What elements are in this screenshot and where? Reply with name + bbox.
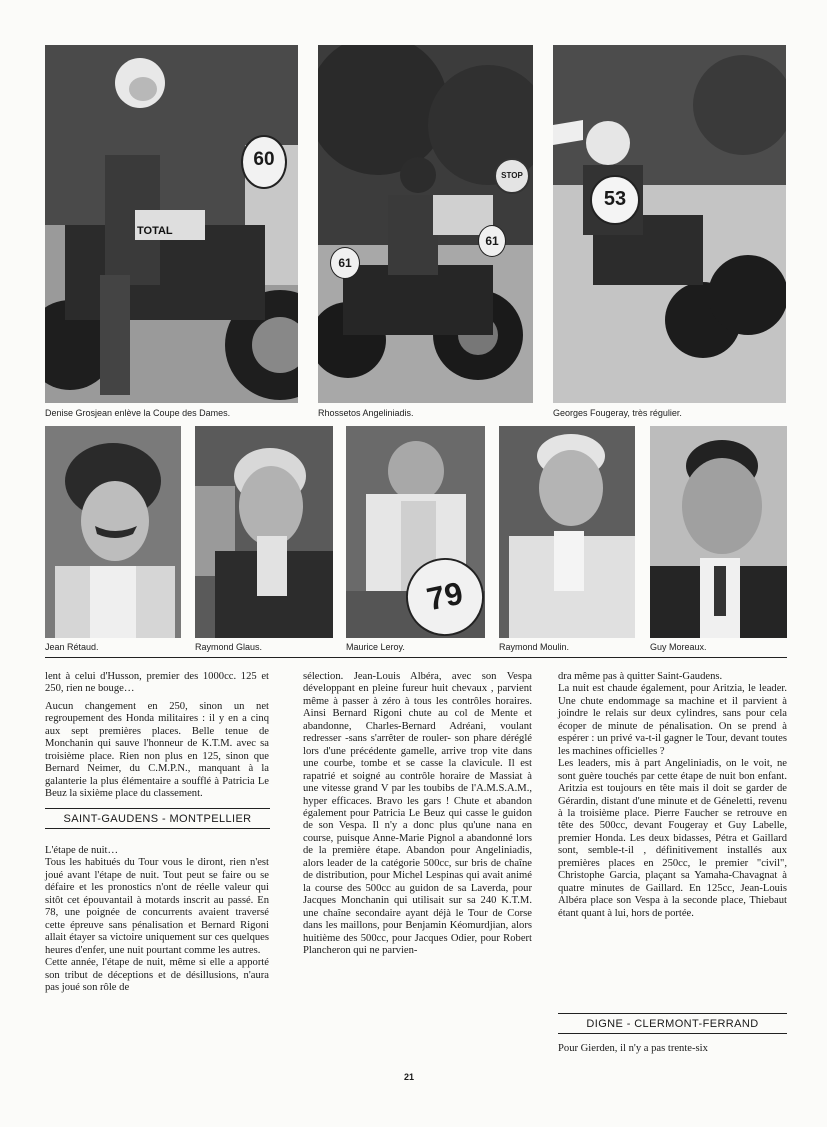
paragraph: Tous les habitués du Tour vous le diront, rien n'est joué avant l'étape de nuit. Tout peut se faire ou se défaire et les pronostics n'ont de réelle valeur qui sitôt cet épouvantail à motards inscrit au passé. En 78, une poignée de concurrents avaient traversé cette épreuve sans pénalisation et Bernard Rigoni allait étayer sa victoire uniquement sur ces quelques heures d'enfer, une nuit pourtant comme les autres. [45, 857, 269, 956]
text-column-3b [558, 1043, 787, 1055]
caption: Guy Moreaux. [650, 642, 707, 652]
text-column-1b [45, 845, 269, 994]
stop-sign: STOP [494, 158, 530, 194]
caption: Jean Rétaud. [45, 642, 99, 652]
paragraph: dra même pas à quitter Saint-Gaudens. [558, 671, 723, 682]
race-plate: 61 [330, 247, 360, 279]
paragraph: Les leaders, mis à part Angeliniadis, on le voit, ne sont guère touchés par cette étape de nuit bon enfant. Aritzia est toujours en tête mais il doit se garder de Gérardin, distant d'une minute et de Géneletti, revenu à la troisième place. Pierre Faucher se retrouve en tête des 500cc, devant Fougeray et Guy Labelle, premier Honda. Les deux bidasses, Pétra et Gaillard sont, semble-t-il , définitivement installés aux premières places en 250cc, le premier "civil", Christophe Garcia, plaçant sa Yamaha-Chavagnat à quatre minutes de Gaillard. En 125cc, Jean-Louis Albéra place son Vespa à la seconde place, Thiebaut étant quant à lui, hors de portée. [558, 758, 787, 919]
caption: Denise Grosjean enlève la Coupe des Dames. [45, 408, 231, 418]
photo-maurice-leroy [346, 426, 485, 638]
photo-jean-retaud [45, 426, 181, 638]
paragraph: lent à celui d'Husson, premier des 1000cc. 125 et 250, rien ne bouge… [45, 671, 269, 695]
caption: Georges Fougeray, très régulier. [553, 408, 682, 418]
photo-georges-fougeray [553, 45, 786, 403]
race-plate: 53 [590, 175, 640, 225]
photo-raymond-glaus [195, 426, 333, 638]
paragraph: La nuit est chaude également, pour Aritzia, le leader. Une chute endommage sa machine et il parvient à joindre le relais sur deux cylindres, sans pour cela écoper de minute de pénalisation. On se prend à espérer : un privé va-t-il gagner le Tour, devant toutes les machines officielles ? [558, 683, 787, 757]
divider-rule [45, 657, 787, 658]
caption: Raymond Moulin. [499, 642, 570, 652]
caption: Rhossetos Angeliniadis. [318, 408, 414, 418]
photo-guy-moreaux [650, 426, 787, 638]
paragraph: sélection. Jean-Louis Albéra, avec son Vespa développant en pleine fureur huit chevaux , parvient même à passer à zéro à tous les contrôles horaires. Ainsi Bernard Rigoni chute au col de Mente et abandonne, Charles-Bernard Adréani, voulant redresser -sans s'arrêter de rouler- son phare déréglé lors d'une précédente gamelle, arrive trop vite dans une courbe, tombe et se casse la clavicule. Il est rapatrié et soigné au contrôle horaire de Massiat à une vitesse grand V par les toubibs de l'A.M.S.A.M., hyper efficaces. Bravo les gars ! Chute et abandon également pour Patricia Le Beuz qui casse le guidon de son Vespa. Il n'y a donc plus qu'une nana en course, puisque Anne-Marie Pignol a abandonné lors de la première étape. Abandon pour Angeliniadis, alors leader de la catégorie 500cc, sur bris de chaîne de distribution, pour Michel Lespinas qui avait animé la course des 500cc au guidon de sa Laverda, pour Jacques Monchanin qui utilisait sur sa 240 K.T.M. une chaîne secondaire ayant déjà le Tour de Corse dans les maillons, pour Benjamin Kéomurdjian, alors huitième des 500cc, pour Jacques Odier, pour Robert Plancheron qui ne parvien- [303, 671, 532, 956]
race-plate: 79 [399, 551, 485, 638]
section-heading: DIGNE - CLERMONT-FERRAND [558, 1013, 787, 1034]
caption: Raymond Glaus. [195, 642, 263, 652]
paragraph: Pour Gierden, il n'y a pas trente-six [558, 1043, 708, 1054]
text-column-1 [45, 671, 269, 801]
text-column-3 [558, 671, 787, 920]
paragraph: Cette année, l'étape de nuit, même si elle a apporté son tribut de déceptions et de désillusions, n'aura pas joué son rôle de [45, 957, 269, 993]
paragraph: L'étape de nuit… [45, 845, 119, 856]
text-column-2 [303, 671, 532, 957]
photo-denise-grosjean [45, 45, 298, 403]
page-number: 21 [404, 1072, 415, 1082]
photo-raymond-moulin [499, 426, 635, 638]
total-logo: TOTAL [137, 225, 173, 237]
race-plate: 60 [241, 135, 287, 189]
section-heading: SAINT-GAUDENS - MONTPELLIER [45, 808, 270, 829]
race-plate: 61 [478, 225, 506, 257]
paragraph: Aucun changement en 250, sinon un net regroupement des Honda militaires : il y en a cinq aux sept premières places. Belle tenue de Monchanin qui sauve l'honneur de K.T.M. avec sa troisième place. Rien non plus en 125, sinon que Bernard Neimer, du C.M.P.N., manquant à la galanterie la plus élémentaire a soufflé à Patricia Le Beuz la sixième place du classement. [45, 700, 269, 800]
caption: Maurice Leroy. [346, 642, 405, 652]
photo-rhossetos-angeliniadis [318, 45, 533, 403]
